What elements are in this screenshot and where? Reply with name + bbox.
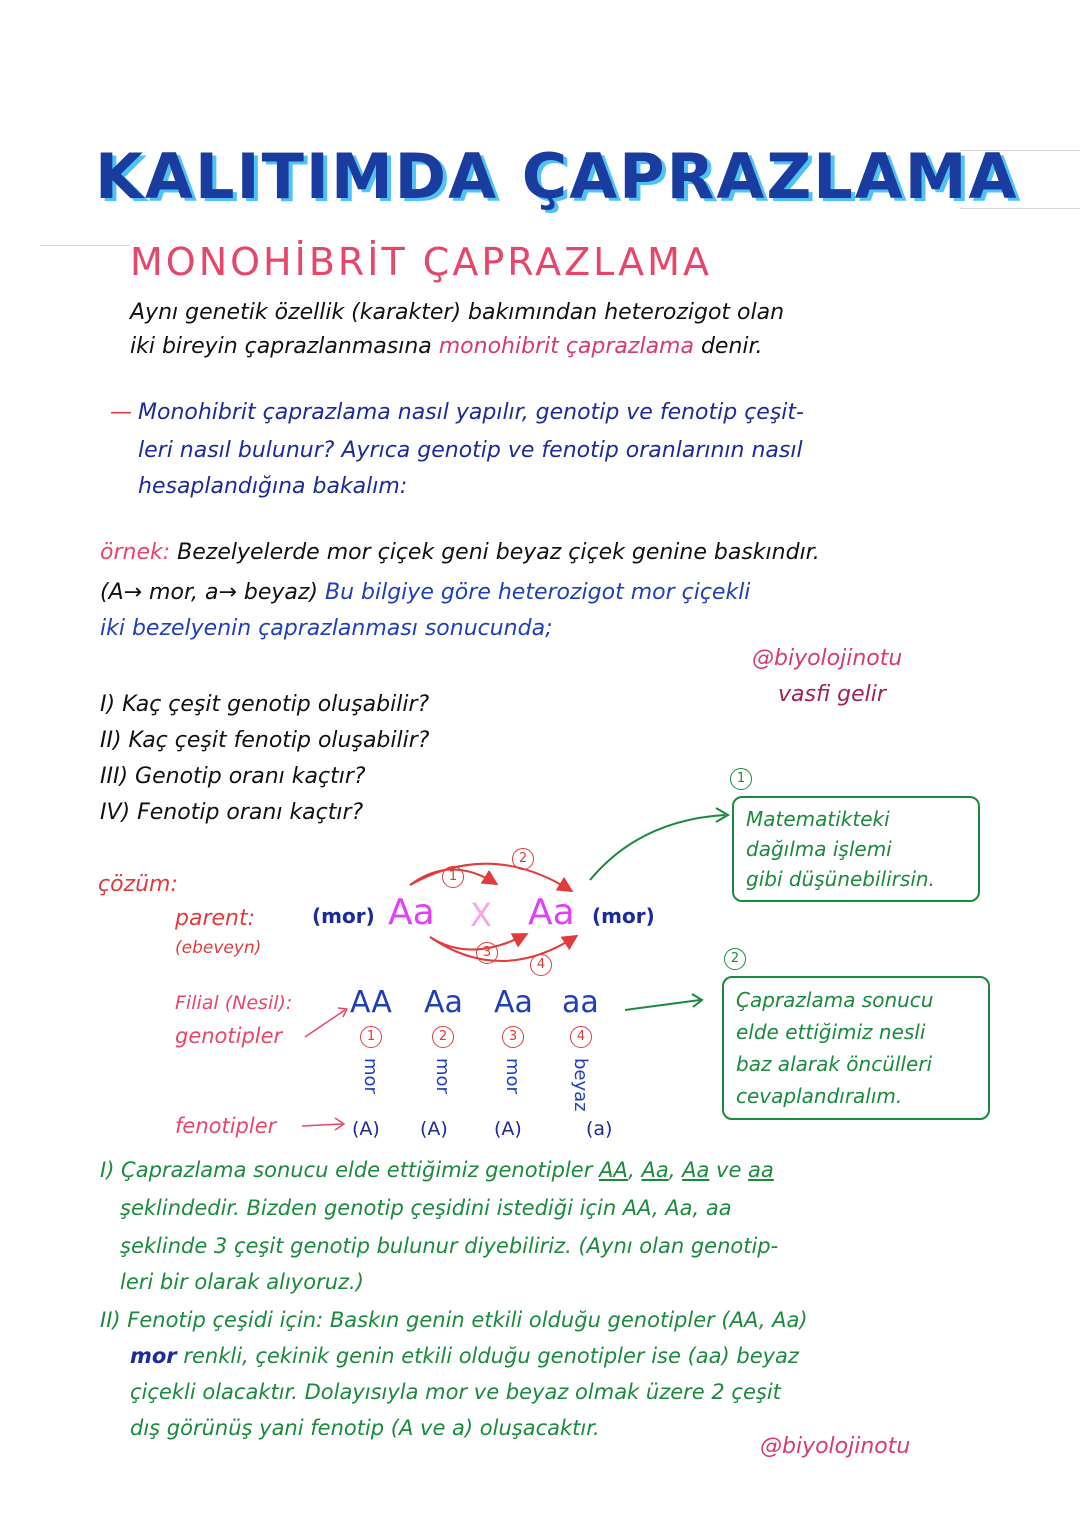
definition-text-end: denir. [693, 334, 763, 359]
answer-1-line-2: şeklindedir. Bizden genotip çeşidini istediği için AA, Aa, aa [120, 1196, 732, 1220]
question-1: I) Kaç çeşit genotip oluşabilir? [100, 692, 430, 717]
definition-line-1: Aynı genetik özellik (karakter) bakımından heterozigot olan [130, 300, 785, 325]
intro-line-3: hesaplandığına bakalım: [138, 474, 408, 499]
offspring-code-4: (a) [586, 1118, 613, 1140]
parent-label: parent: [175, 906, 256, 931]
answer-1-genotype-4: aa [748, 1158, 774, 1182]
filial-label: Filial (Nesil): [175, 992, 293, 1014]
phenotypes-arrow [300, 1112, 350, 1136]
answer-2-line-2 [130, 1344, 799, 1368]
question-4: IV) Fenotip oranı kaçtır? [100, 800, 364, 825]
note-2-line-3: baz alarak öncülleri [736, 1052, 933, 1076]
author-name: vasfi gelir [778, 682, 886, 707]
answer-1-line-3: şeklinde 3 çeşit genotip bulunur diyebiliriz. (Aynı olan genotip- [120, 1234, 779, 1258]
offspring-number-1: 1 [360, 1026, 382, 1048]
question-3: III) Genotip oranı kaçtır? [100, 764, 366, 789]
example-text-1: Bezelyelerde mor çiçek geni beyaz çiçek genine baskındır. [177, 540, 820, 565]
solution-label: çözüm: [98, 872, 178, 897]
ruled-line [40, 245, 130, 246]
note-1-box [732, 796, 980, 902]
answer-1-and: ve [709, 1158, 749, 1182]
definition-line-2 [130, 334, 763, 359]
cross-sign: X [470, 896, 492, 934]
answer-1-sep-1: , [628, 1158, 642, 1182]
arrow-number-4: 4 [530, 954, 552, 976]
phenotypes-label: fenotipler [175, 1114, 277, 1138]
offspring-phenotype-1: mor [360, 1058, 381, 1094]
example-key: (A→ mor, a→ beyaz) [100, 580, 325, 605]
intro-dash: — [110, 400, 132, 425]
arrow-4 [430, 937, 575, 961]
note-2-box [722, 976, 990, 1120]
arrow-number-1: 1 [442, 866, 464, 888]
parent-left-phenotype: (mor) [312, 904, 375, 928]
note-2-line-2: elde ettiğimiz nesli [736, 1020, 926, 1044]
offspring-code-3: (A) [494, 1118, 522, 1140]
answer-1-sep-2: , [668, 1158, 683, 1182]
section-subtitle: MONOHİBRİT ÇAPRAZLAMA [130, 240, 712, 284]
intro-line-1: Monohibrit çaprazlama nasıl yapılır, genotip ve fenotip çeşit- [138, 400, 804, 425]
note-arrows [580, 800, 740, 1030]
example-label: örnek: [100, 540, 171, 565]
example-text-2: Bu bilgiye göre heterozigot mor çiçekli [325, 580, 751, 605]
arrow-2 [410, 864, 570, 890]
answer-1-line-1 [100, 1158, 774, 1182]
arrow-number-3: 3 [476, 942, 498, 964]
answer-2-line-4: dış görünüş yani fenotip (A ve a) oluşacaktır. [130, 1416, 600, 1440]
genotypes-label: genotipler [175, 1024, 283, 1048]
parent-sublabel: (ebeveyn) [175, 938, 262, 958]
footer-handle: @biyolojinotu [760, 1434, 911, 1459]
offspring-number-2: 2 [432, 1026, 454, 1048]
example-line-2 [100, 580, 750, 605]
offspring-code-2: (A) [420, 1118, 448, 1140]
definition-highlight: monohibrit çaprazlama [438, 334, 694, 359]
parent-right-genotype: Aa [528, 892, 575, 933]
answer-1-genotype-3: Aa [682, 1158, 710, 1182]
answer-1-line-4: leri bir olarak alıyoruz.) [120, 1270, 364, 1294]
answer-2-text: renkli, çekinik genin etkili olduğu genotipler ise (aa) beyaz [176, 1344, 799, 1368]
example-line-3: iki bezelyenin çaprazlanması sonucunda; [100, 616, 553, 641]
note-2-number: 2 [724, 948, 746, 970]
offspring-code-1: (A) [352, 1118, 380, 1140]
note-2-line-1: Çaprazlama sonucu [736, 988, 934, 1012]
page-title: KALITIMDA ÇAPRAZLAMA [95, 140, 1019, 213]
answer-2-line-3: çiçekli olacaktır. Dolayısıyla mor ve beyaz olmak üzere 2 çeşit [130, 1380, 781, 1404]
arrow-number-2: 2 [512, 848, 534, 870]
answer-1-genotype-2: Aa [641, 1158, 669, 1182]
offspring-number-3: 3 [502, 1026, 524, 1048]
offspring-genotype-2: Aa [424, 985, 463, 1020]
answer-2-mor: mor [130, 1344, 177, 1368]
answer-2-line-1: II) Fenotip çeşidi için: Baskın genin etkili olduğu genotipler (AA, Aa) [100, 1308, 808, 1332]
example-line-1 [100, 540, 820, 565]
parent-left-genotype: Aa [388, 892, 435, 933]
offspring-number-4: 4 [570, 1026, 592, 1048]
offspring-genotype-3: Aa [494, 985, 533, 1020]
answer-1-prefix: I) Çaprazlama sonucu elde ettiğimiz genotipler [100, 1158, 600, 1182]
offspring-phenotype-3: mor [502, 1058, 523, 1094]
note-1-line-3: gibi düşünebilirsin. [746, 867, 935, 891]
definition-text: iki bireyin çaprazlanmasına [130, 334, 439, 359]
intro-line-2: leri nasıl bulunur? Ayrıca genotip ve fenotip oranlarının nasıl [138, 438, 803, 463]
offspring-phenotype-2: mor [432, 1058, 453, 1094]
note-1-number: 1 [730, 768, 752, 790]
note-2-line-4: cevaplandıralım. [736, 1084, 903, 1108]
answer-1-genotype-1: AA [599, 1158, 629, 1182]
question-2: II) Kaç çeşit fenotip oluşabilir? [100, 728, 430, 753]
note-1-line-1: Matematikteki [746, 807, 890, 831]
offspring-genotype-4: aa [562, 985, 599, 1020]
watermark-handle: @biyolojinotu [752, 646, 903, 671]
offspring-phenotype-4: beyaz [570, 1058, 591, 1112]
offspring-genotype-1: AA [350, 985, 392, 1020]
note-1-line-2: dağılma işlemi [746, 837, 892, 861]
parent-right-phenotype: (mor) [592, 904, 655, 928]
